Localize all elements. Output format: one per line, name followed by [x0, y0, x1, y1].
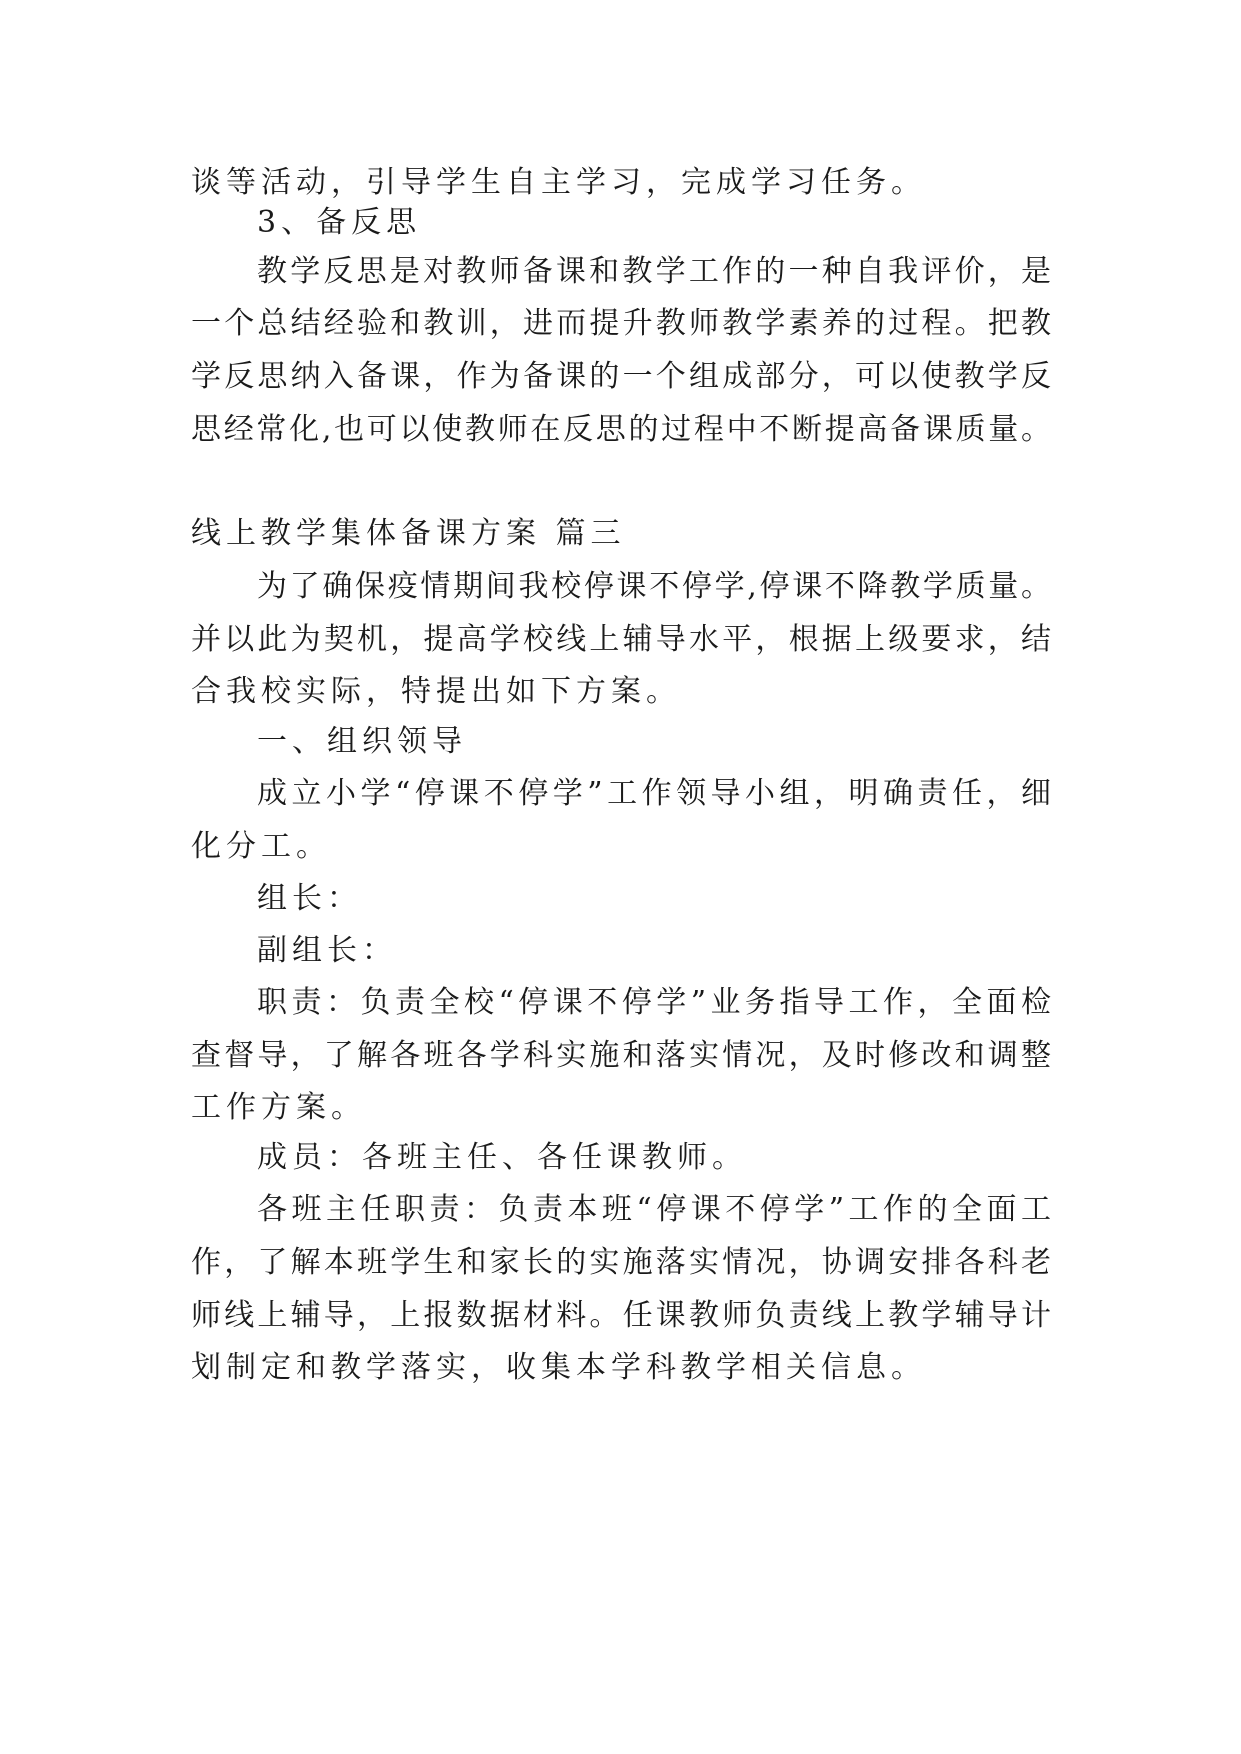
text-line: 职责：负责全校“停课不停学”业务指导工作，全面检: [257, 985, 1051, 1020]
text-line: 为了确保疫情期间我校停课不停学,停课不降教学质量。: [257, 569, 1051, 604]
text-line: 各班主任职责：负责本班“停课不停学”工作的全面工: [257, 1192, 1051, 1227]
section-heading: 3、备反思: [257, 205, 422, 240]
text-line: 一个总结经验和教训，进而提升教师教学素养的过程。把教: [191, 306, 1051, 341]
text-line: 成员：各班主任、各任课教师。: [257, 1140, 747, 1175]
text-line: 思经常化,也可以使教师在反思的过程中不断提高备课质量。: [191, 412, 1051, 447]
text-line: 查督导，了解各班各学科实施和落实情况，及时修改和调整: [191, 1038, 1051, 1073]
text-line: 师线上辅导，上报数据材料。任课教师负责线上教学辅导计: [191, 1298, 1051, 1333]
text-line: 成立小学“停课不停学”工作领导小组，明确责任，细: [257, 776, 1051, 811]
text-line: 教学反思是对教师备课和教学工作的一种自我评价，是: [257, 254, 1051, 289]
text-line: 组长：: [257, 881, 362, 916]
text-line: 谈等活动，引导学生自主学习，完成学习任务。: [191, 165, 926, 200]
text-line: 合我校实际，特提出如下方案。: [191, 674, 681, 709]
text-line: 副组长：: [257, 933, 397, 968]
text-line: 工作方案。: [191, 1090, 366, 1125]
text-line: 化分工。: [191, 829, 331, 864]
text-line: 学反思纳入备课，作为备课的一个组成部分，可以使教学反: [191, 359, 1051, 394]
text-line: 作，了解本班学生和家长的实施落实情况，协调安排各科老: [191, 1245, 1051, 1280]
text-line: 划制定和教学落实，收集本学科教学相关信息。: [191, 1350, 926, 1385]
text-line: 并以此为契机，提高学校线上辅导水平，根据上级要求，结: [191, 622, 1051, 657]
section-heading: 一、组织领导: [257, 724, 467, 759]
article-title: 线上教学集体备课方案 篇三: [191, 516, 626, 551]
